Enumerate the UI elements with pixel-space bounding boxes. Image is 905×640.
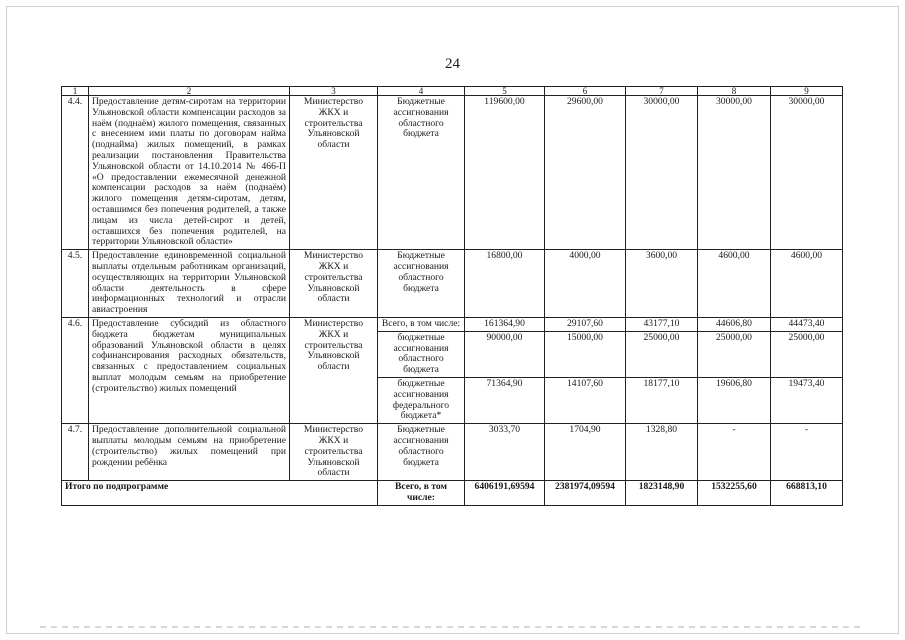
value-year-1: 4000,00 [545,250,626,318]
value-year-4: 19473,40 [771,377,843,423]
budget-table [61,86,843,506]
funding-source: Бюджетные ассигнования областного бюджета [378,250,465,318]
table-row [62,317,843,331]
funding-source: Всего, в том числе: [378,317,465,331]
column-number: 3 [290,87,378,96]
value-year-2: 1823148,90 [626,481,698,506]
executor: Министерство ЖКХ и строительства Ульяновской области [290,250,378,318]
value-total: 161364,90 [465,317,545,331]
value-year-4: 4600,00 [771,250,843,318]
value-year-1: 29107,60 [545,317,626,331]
value-year-2: 18177,10 [626,377,698,423]
row-number: 4.5. [62,250,89,318]
column-number: 4 [378,87,465,96]
value-year-2: 3600,00 [626,250,698,318]
table-row [62,250,843,318]
executor: Министерство ЖКХ и строительства Ульяновской области [290,424,378,481]
column-number: 5 [465,87,545,96]
value-year-3: 1532255,60 [698,481,771,506]
value-year-3: 4600,00 [698,250,771,318]
column-number: 8 [698,87,771,96]
value-total: 16800,00 [465,250,545,318]
executor: Министерство ЖКХ и строительства Ульяновской области [290,96,378,250]
value-year-1: 2381974,09594 [545,481,626,506]
value-year-1: 1704,90 [545,424,626,481]
table-row [62,424,843,481]
value-year-2: 43177,10 [626,317,698,331]
funding-source: Бюджетные ассигнования областного бюджета [378,96,465,250]
column-number: 2 [89,87,290,96]
value-total: 6406191,69594 [465,481,545,506]
value-total: 3033,70 [465,424,545,481]
value-year-1: 29600,00 [545,96,626,250]
value-year-3: 44606,80 [698,317,771,331]
scan-artifact-line [40,626,860,628]
column-number: 1 [62,87,89,96]
page-number: 24 [445,56,460,72]
value-year-2: 25000,00 [626,331,698,377]
value-year-2: 30000,00 [626,96,698,250]
value-year-4: - [771,424,843,481]
row-number: 4.7. [62,424,89,481]
value-year-1: 14107,60 [545,377,626,423]
total-row [62,481,843,506]
funding-source: Бюджетные ассигнования областного бюджета [378,424,465,481]
value-total: 90000,00 [465,331,545,377]
total-label: Итого по подпрограмме [62,481,378,506]
value-year-3: 30000,00 [698,96,771,250]
column-number: 6 [545,87,626,96]
funding-source: Всего, в том числе: [378,481,465,506]
value-total: 71364,90 [465,377,545,423]
value-total: 119600,00 [465,96,545,250]
measure-description: Предоставление детям-сиротам на территории Ульяновской области компенсации расходов за наём (поднаём) жилого помещения, связанных с внесением ими платы по договорам найма (поднайма) жилых помещений, в рамках реализации постановления Правительства Ульяновской области от 14.10.2014 № 466-П «О предоставлении ежемесячной денежной компенсации расходов за наём (поднаём) жилого помещения детям-сиротам, детям, оставшимся без попечения родителей, а также лицам из числа детей-сирот и детей, оставшихся без попечения родителей, на территории Ульяновской области» [89,96,290,250]
column-number-row [62,87,843,96]
funding-source: бюджетные ассигнования федерального бюджета* [378,377,465,423]
measure-description: Предоставление субсидий из областного бюджета бюджетам муниципальных образований Ульяновской области в целях софинансирования расходных обязательств, связанных с предоставлением социальных выплат молодым семьям на приобретение (строительство) жилых помещений [89,317,290,423]
row-number: 4.4. [62,96,89,250]
table-row [62,96,843,250]
value-year-4: 25000,00 [771,331,843,377]
column-number: 9 [771,87,843,96]
column-number: 7 [626,87,698,96]
funding-source: бюджетные ассигнования областного бюджета [378,331,465,377]
value-year-4: 668813,10 [771,481,843,506]
measure-description: Предоставление единовременной социальной выплаты отдельным работникам организаций, осуществляющих на территории Ульяновской области деятельность в сфере информационных технологий и отрасли авиастроения [89,250,290,318]
executor: Министерство ЖКХ и строительства Ульяновской области [290,317,378,423]
value-year-3: - [698,424,771,481]
value-year-1: 15000,00 [545,331,626,377]
value-year-3: 25000,00 [698,331,771,377]
value-year-3: 19606,80 [698,377,771,423]
value-year-4: 30000,00 [771,96,843,250]
value-year-4: 44473,40 [771,317,843,331]
row-number: 4.6. [62,317,89,423]
measure-description: Предоставление дополнительной социальной выплаты молодым семьям на приобретение (строительство) жилых помещений при рождении ребёнка [89,424,290,481]
value-year-2: 1328,80 [626,424,698,481]
